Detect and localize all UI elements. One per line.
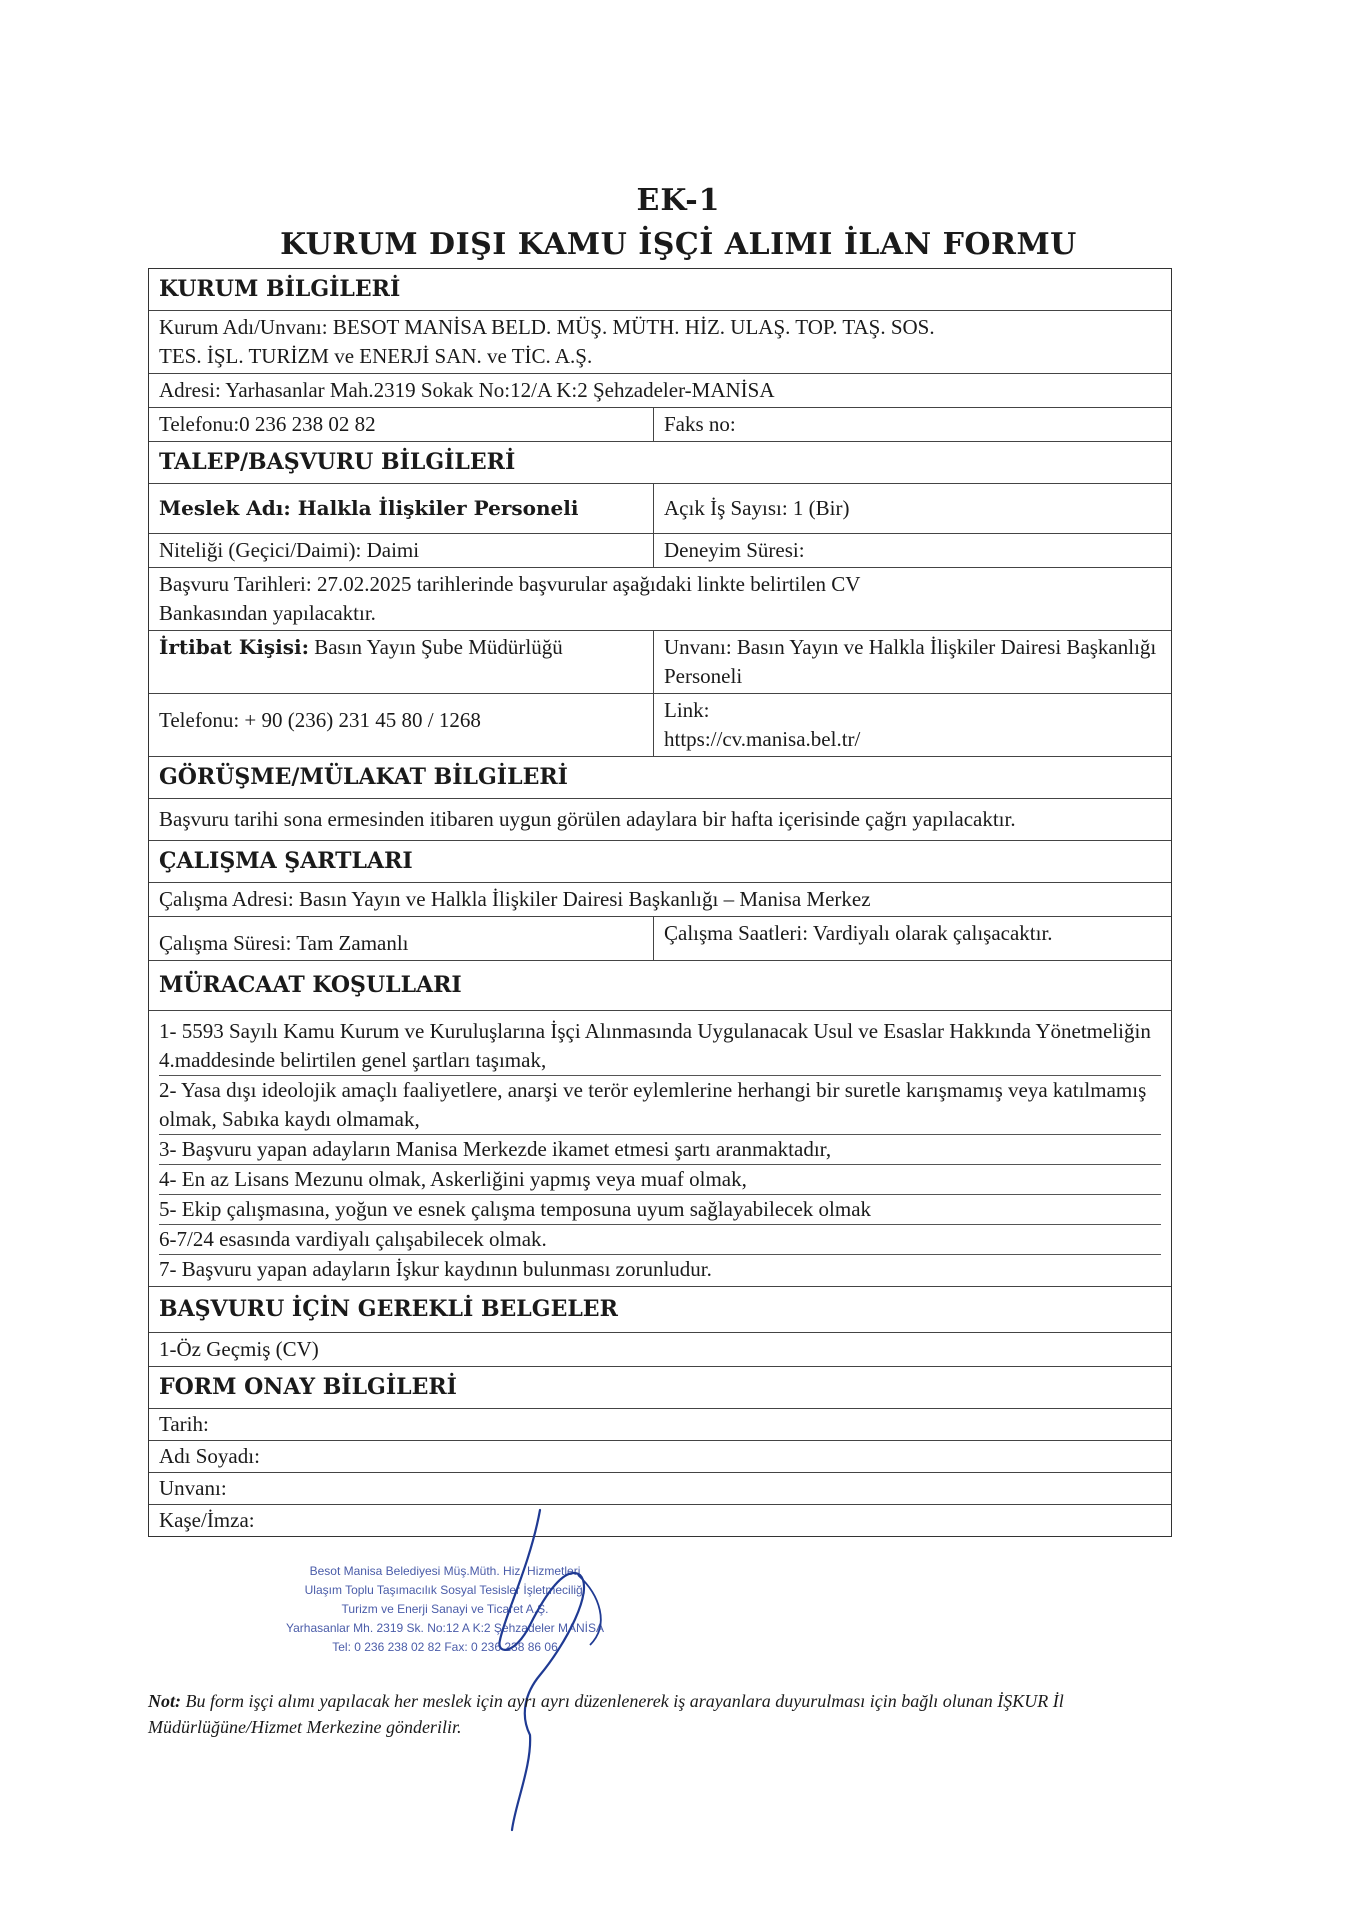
stamp-line1: Besot Manisa Belediyesi Müş.Müth. Hiz. Hizmetleri	[309, 1564, 581, 1578]
note-text: Bu form işçi alımı yapılacak her meslek için ayrı ayrı düzenlenerek iş arayanlara duyurulması için bağlı olunan İŞKUR İl Müdürlüğüne/Hizmet Merkezine gönderilir.	[148, 1691, 1064, 1737]
contact-title: Unvanı: Basın Yayın ve Halkla İlişkiler Dairesi Başkanlığı Personeli	[664, 635, 1157, 688]
stamp-line2: Ulaşım Toplu Taşımacılık Sosyal Tesisler İşletmeciliği	[304, 1583, 586, 1597]
contact-phone: Telefonu: + 90 (236) 231 45 80 / 1268	[149, 694, 654, 756]
application-link-cell	[654, 694, 1171, 756]
form-code: EK-1	[636, 183, 721, 218]
kurum-name	[149, 311, 1171, 373]
kurum-phone: Telefonu:0 236 238 02 82	[149, 408, 654, 441]
requirement-item: 7- Başvuru yapan adayların İşkur kaydının bulunması zorunludur.	[159, 1254, 1161, 1284]
interview-info: Başvuru tarihi sona ermesinden itibaren uygun görülen adaylara bir hafta içerisinde çağrı yapılacaktır.	[159, 807, 1016, 831]
contact-person	[149, 631, 654, 693]
requirement-item: 5- Ekip çalışmasına, yoğun ve esnek çalışma temposuna uyum sağlayabilecek olmak	[159, 1194, 1161, 1224]
requirement-item: 2- Yasa dışı ideolojik amaçlı faaliyetlere, anarşi ve terör eylemlerine herhangi bir suretle karışmamış veya katılmamış olmak, Sabıka kaydı olmamak,	[159, 1075, 1161, 1134]
requirement-item: 4- En az Lisans Mezunu olmak, Askerliğini yapmış veya muaf olmak,	[159, 1164, 1161, 1194]
open-positions: Açık İş Sayısı: 1 (Bir)	[664, 496, 850, 520]
section-talep-heading: TALEP/BAŞVURU BİLGİLERİ	[159, 449, 516, 475]
section-kurum-heading: KURUM BİLGİLERİ	[159, 276, 401, 302]
kurum-fax: Faks no:	[664, 412, 736, 436]
stamp-line3: Turizm ve Enerji Sanayi ve Ticaret A.Ş.	[341, 1602, 549, 1616]
work-address: Çalışma Adresi: Basın Yayın ve Halkla İlişkiler Dairesi Başkanlığı – Manisa Merkez	[159, 887, 871, 911]
note-label: Not:	[148, 1691, 181, 1711]
requirement-item: 6-7/24 esasında vardiyalı çalışabilecek olmak.	[159, 1224, 1161, 1254]
kurum-name-line1: Kurum Adı/Unvanı: BESOT MANİSA BELD. MÜŞ. MÜTH. HİZ. ULAŞ. TOP. TAŞ. SOS.	[159, 315, 935, 339]
requirement-item: 1- 5593 Sayılı Kamu Kurum ve Kuruluşlarına İşçi Alınmasında Uygulanacak Usul ve Esaslar Hakkında Yönetmeliğin 4.maddesinde belirtilen genel şartları taşımak,	[159, 1019, 1151, 1072]
link-label: Link:	[664, 698, 710, 722]
section-approval-heading: FORM ONAY BİLGİLERİ	[159, 1374, 457, 1400]
application-form	[148, 268, 1172, 1537]
kurum-address: Adresi: Yarhasanlar Mah.2319 Sokak No:12/A K:2 Şehzadeler-MANİSA	[159, 378, 775, 402]
stamp-line5: Tel: 0 236 238 02 82 Fax: 0 236 238 86 06	[332, 1640, 558, 1654]
approval-title: Unvanı:	[159, 1476, 227, 1500]
approval-date: Tarih:	[159, 1412, 209, 1436]
application-link[interactable]: https://cv.manisa.bel.tr/	[664, 727, 861, 751]
occupation-name: Meslek Adı: Halkla İlişkiler Personeli	[149, 484, 654, 533]
footer-note	[148, 1688, 1178, 1740]
contact-person-label: İrtibat Kişisi:	[159, 635, 309, 659]
approval-name: Adı Soyadı:	[159, 1444, 260, 1468]
section-documents-heading: BAŞVURU İÇİN GEREKLİ BELGELER	[159, 1296, 618, 1322]
handwritten-signature	[470, 1505, 630, 1835]
section-interview-heading: GÖRÜŞME/MÜLAKAT BİLGİLERİ	[159, 764, 568, 790]
stamp-line4: Yarhasanlar Mh. 2319 Sk. No:12 A K:2 Şehzadeler MANİSA	[286, 1621, 604, 1635]
requirements-list	[149, 1011, 1171, 1286]
approval-stamp-signature: Kaşe/İmza:	[159, 1508, 255, 1532]
required-document: 1-Öz Geçmiş (CV)	[159, 1337, 319, 1361]
requirement-item: 3- Başvuru yapan adayların Manisa Merkezde ikamet etmesi şartı aranmaktadır,	[159, 1134, 1161, 1164]
section-working-conditions-heading: ÇALIŞMA ŞARTLARI	[159, 848, 413, 874]
section-requirements-heading: MÜRACAAT KOŞULLARI	[159, 972, 462, 998]
form-title: KURUM DIŞI KAMU İŞÇİ ALIMI İLAN FORMU	[280, 227, 1077, 262]
application-dates-line1: Başvuru Tarihleri: 27.02.2025 tarihlerinde başvurular aşağıdaki linkte belirtilen CV	[159, 572, 861, 596]
kurum-name-line2: TES. İŞL. TURİZM ve ENERJİ SAN. ve TİC. A.Ş.	[159, 344, 593, 368]
experience-duration: Deneyim Süresi:	[664, 538, 805, 562]
application-dates	[149, 568, 1171, 630]
work-hours: Çalışma Saatleri: Vardiyalı olarak çalışacaktır.	[664, 921, 1053, 945]
application-dates-line2: Bankasından yapılacaktır.	[159, 601, 376, 625]
job-nature: Niteliği (Geçici/Daimi): Daimi	[149, 534, 654, 567]
work-duration: Çalışma Süresi: Tam Zamanlı	[149, 917, 654, 960]
contact-person-value: Basın Yayın Şube Müdürlüğü	[314, 635, 563, 659]
